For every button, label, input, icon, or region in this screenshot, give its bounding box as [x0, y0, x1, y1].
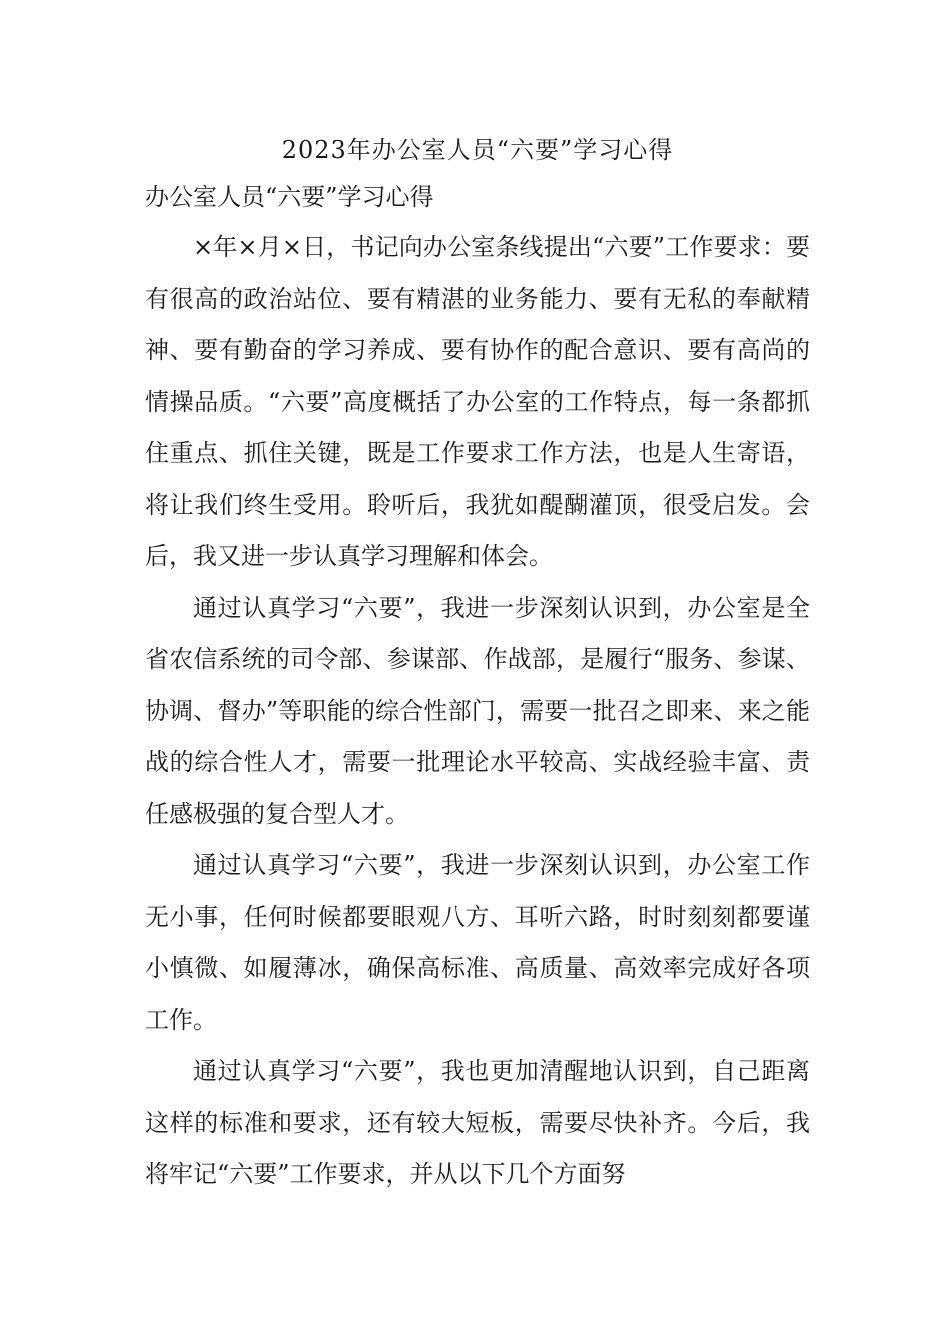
document-subtitle: 办公室人员“六要”学习心得: [145, 183, 434, 211]
document-body: [145, 128, 810, 1201]
paragraph-1: ×年×月×日，书记向办公室条线提出“六要”工作要求：要有很高的政治站位、要有精湛的业务能力、要有无私的奉献精神、要有勤奋的学习养成、要有协作的配合意识、要有高尚的情操品质。“六要”高度概括了办公室的工作特点，每一条都抓住重点、抓住关键，既是工作要求工作方法，也是人生寄语，将让我们终生受用。聆听后，我犹如醍醐灌顶，很受启发。会后，我又进一步认真学习理解和体会。: [145, 233, 810, 570]
paragraph-4: 通过认真学习“六要”，我也更加清醒地认识到，自己距离这样的标准和要求，还有较大短板，需要尽快补齐。今后，我将牢记“六要”工作要求，并从以下几个方面努: [145, 1057, 810, 1188]
paragraph-2: 通过认真学习“六要”，我进一步深刻认识到，办公室是全省农信系统的司令部、参谋部、作战部，是履行“服务、参谋、协调、督办”等职能的综合性部门，需要一批召之即来、来之能战的综合性人才，需要一批理论水平较高、实战经验丰富、责任感极强的复合型人才。: [145, 593, 810, 828]
paragraph-3: 通过认真学习“六要”，我进一步深刻认识到，办公室工作无小事，任何时候都要眼观八方、耳听六路，时时刻刻都要谨小慎微、如履薄冰，确保高标准、高质量、高效率完成好各项工作。: [145, 851, 810, 1034]
document-title: 2023年办公室人员“六要”学习心得: [281, 136, 674, 164]
